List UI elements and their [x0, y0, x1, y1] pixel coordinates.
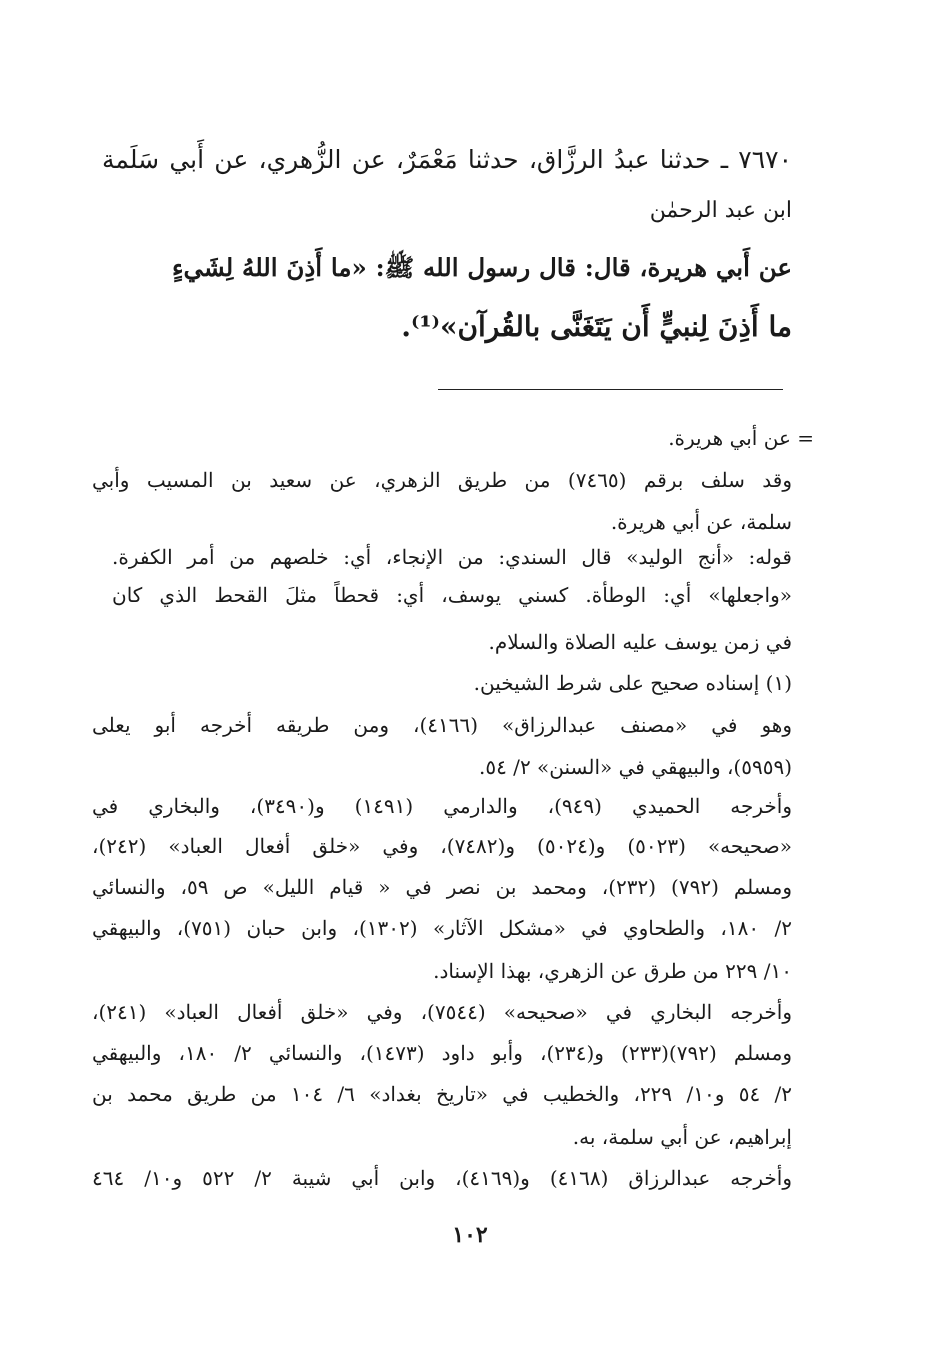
footnote-line-13: ٢/ ١٨٠، والطحاوي في «مشكل الآثار» (١٣٠٢)، وابن حبان (٧٥١)، والبيهقي: [92, 916, 792, 940]
footnote-line-4: قوله: «أنج الوليد» قال السندي: من الإنجاء، أي: خلصهم من أمر الكفرة.: [112, 545, 792, 569]
footnote-divider: [438, 389, 783, 390]
footnote-line-15: وأخرجه البخاري في «صحيحه» (٧٥٤٤)، وفي «خلق أفعال العباد» (٢٤١)،: [92, 1000, 792, 1024]
footnote-line-3: سلمة، عن أبي هريرة.: [610, 510, 792, 534]
footnote-line-2: وقد سلف برقم (٧٤٦٥) من طريق الزهري، عن سعيد بن المسيب وأبي: [92, 468, 792, 492]
hadith-line-3: عن أَبي هريرة، قال: قال رسول الله ﷺ: «ما أَذِنَ اللهُ لِشَيءٍ: [172, 253, 792, 282]
footnote-line-18: إبراهيم، عن أبي سلمة، به.: [572, 1125, 792, 1149]
footnote-line-7: (١) إسناده صحيح على شرط الشيخين.: [473, 671, 792, 695]
footnote-line-1: = عن أبي هريرة.: [668, 426, 814, 450]
footnote-line-9: (٥٩٥٩)، والبيهقي في «السنن» ٢/ ٥٤.: [478, 755, 792, 779]
footnote-line-16: ومسلم (٧٩٢)(٢٣٣) و(٢٣٤)، وأبو داود (١٤٧٣)، والنسائي ٢/ ١٨٠، والبيهقي: [92, 1041, 792, 1065]
footnote-line-6: في زمن يوسف عليه الصلاة والسلام.: [488, 630, 792, 654]
footnote-line-14: ١٠/ ٢٢٩ من طرق عن الزهري، بهذا الإسناد.: [433, 959, 792, 983]
footnote-line-19: وأخرجه عبدالرزاق (٤١٦٨) و(٤١٦٩)، وابن أبي شيبة ٢/ ٥٢٢ و١٠/ ٤٦٤: [92, 1166, 792, 1190]
hadith-line-1: ٧٦٧٠ ـ حدثنا عبدُ الرزَّاق، حدثنا مَعْمَرٌ، عن الزُّهري، عن أَبي سَلَمة: [102, 145, 792, 174]
hadith-line-2: ابن عبد الرحمٰن: [649, 198, 792, 223]
footnote-line-8: وهو في «مصنف عبدالرزاق» (٤١٦٦)، ومن طريقه أخرجه أبو يعلى: [92, 713, 792, 737]
footnote-line-12: ومسلم (٧٩٢) (٢٣٢)، ومحمد بن نصر في « قيام الليل» ص ٥٩، والنسائي: [92, 875, 792, 899]
page-number: ١٠٢: [452, 1222, 488, 1248]
footnote-line-17: ٢/ ٥٤ و١٠/ ٢٢٩، والخطيب في «تاريخ بغداد» ٦/ ١٠٤ من طريق محمد بن: [92, 1082, 792, 1106]
footnote-line-11: «صحيحه» (٥٠٢٣) و(٥٠٢٤) و(٧٤٨٢)، وفي «خلق أفعال العباد» (٢٤٢)،: [92, 834, 792, 858]
hadith-line-4: ما أَذِنَ لِنبيٍّ أَن يَتَغَنَّى بالقُرآن»⁽¹⁾.: [401, 310, 792, 343]
footnote-line-10: وأخرجه الحميدي (٩٤٩)، والدارمي (١٤٩١) و(٣٤٩٠)، والبخاري في: [92, 794, 792, 818]
footnote-line-5: «واجعلها» أي: الوطأة. كسني يوسف، أي: قحطاً مثلَ القحط الذي كان: [112, 583, 792, 607]
